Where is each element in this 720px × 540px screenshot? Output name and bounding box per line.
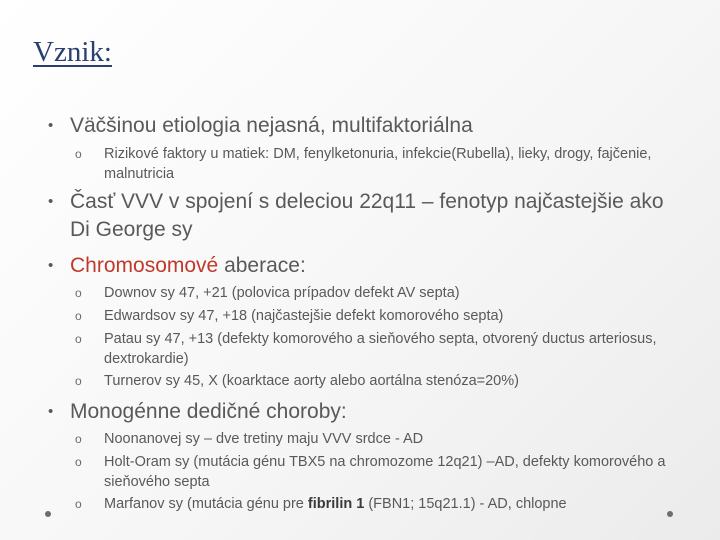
sub-bullet-text: Noonanovej sy – dve tretiny maju VVV srdce - AD xyxy=(104,431,424,447)
sub-bullet-marker: o xyxy=(75,455,82,469)
sub-bullet-holt-oram xyxy=(75,452,675,492)
bullet-text-accent: Chromosomové xyxy=(70,254,219,277)
sub-bullet-marker: o xyxy=(75,374,82,388)
sub-bullet-marker: o xyxy=(75,147,82,161)
bullet-deletion xyxy=(48,188,688,244)
sub-bullet-marker: o xyxy=(75,309,82,323)
bullet-text xyxy=(70,252,688,280)
sub-bullet-down xyxy=(75,283,675,303)
sub-bullet-text: Rizikové faktory u matiek: DM, fenylketonuria, infekcie(Rubella), lieky, drogy, fajčenie, malnutricia xyxy=(104,146,652,182)
marfan-text-part1: Marfanov sy (mutácia génu pre xyxy=(104,496,308,512)
sub-bullet-noonan xyxy=(75,429,675,449)
bullet-dot: • xyxy=(48,257,54,274)
sub-bullet-text: Patau sy 47, +13 (defekty komorového a sieňového septa, otvorený ductus arteriosus, dextrokardie) xyxy=(104,331,657,367)
marfan-text-bold: fibrilin 1 xyxy=(307,496,365,512)
sub-bullet-text: Edwardsov sy 47, +18 (najčastejšie defekt komorového septa) xyxy=(104,308,504,324)
sub-bullet-turner xyxy=(75,371,675,391)
sub-bullet-text: Turnerov sy 45, X (koarktace aorty alebo aortálna stenóza=20%) xyxy=(104,373,519,389)
sub-bullet-patau xyxy=(75,329,675,369)
slide-title: Vznik: xyxy=(33,36,112,68)
sub-bullet-risk-factors xyxy=(75,144,675,184)
corner-dot-left xyxy=(45,511,51,517)
corner-dot-right xyxy=(667,511,673,517)
bullet-dot: • xyxy=(48,117,54,134)
bullet-monogenic xyxy=(48,398,688,426)
sub-bullet-marker: o xyxy=(75,497,82,511)
bullet-text: Časť VVV v spojení s deleciou 22q11 – fenotyp najčastejšie ako Di George sy xyxy=(70,190,664,241)
sub-bullet-text: Downov sy 47, +21 (polovica prípadov defekt AV septa) xyxy=(104,285,460,301)
bullet-text: Monogénne dedičné choroby: xyxy=(70,400,347,423)
sub-bullet-edwards xyxy=(75,306,675,326)
sub-bullet-marker: o xyxy=(75,286,82,300)
bullet-etiology xyxy=(48,112,688,140)
sub-bullet-marker: o xyxy=(75,332,82,346)
bullet-text-rest: aberace: xyxy=(218,254,306,277)
bullet-dot: • xyxy=(48,193,54,210)
sub-bullet-text: Holt-Oram sy (mutácia génu TBX5 na chromozome 12q21) –AD, defekty komorového a sieňového septa xyxy=(104,454,666,490)
bullet-text: Väčšinou etiologia nejasná, multifaktoriálna xyxy=(70,114,473,137)
bullet-dot: • xyxy=(48,403,54,420)
sub-bullet-text xyxy=(104,494,675,514)
bullet-chromosomal xyxy=(48,252,688,280)
marfan-text-part2: (FBN1; 15q21.1) - AD, chlopne xyxy=(364,496,567,512)
sub-bullet-marker: o xyxy=(75,432,82,446)
sub-bullet-marfan xyxy=(75,494,675,514)
